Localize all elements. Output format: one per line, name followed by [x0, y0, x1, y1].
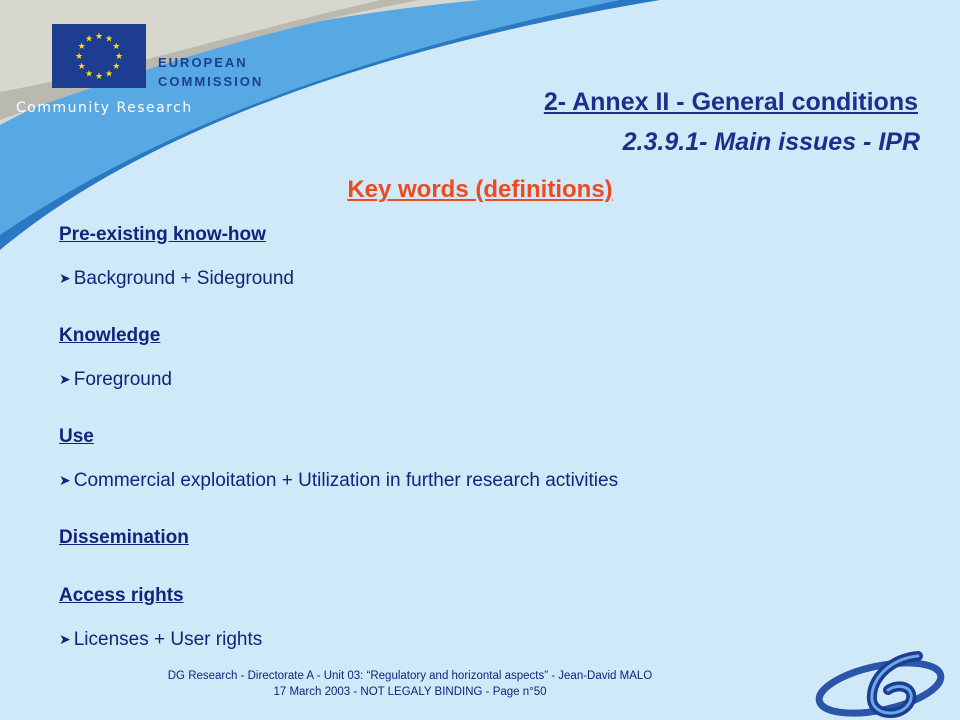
eu-commission-logo [158, 53, 263, 91]
eu-star-icon: ★ [112, 41, 121, 51]
eu-star-icon: ★ [74, 51, 84, 61]
bullet-item [59, 470, 618, 492]
eu-star-icon: ★ [84, 33, 94, 44]
bullet-item [59, 268, 294, 290]
term-access-rights: Access rights [59, 585, 184, 606]
arrow-bullet-icon: ➤ [59, 371, 71, 387]
term-dissemination: Dissemination [59, 527, 189, 548]
eu-star-icon: ★ [94, 71, 104, 81]
eu-flag-icon [52, 24, 146, 88]
section-heading: Key words (definitions) [347, 176, 613, 203]
bullet-text: Foreground [73, 369, 172, 390]
arrow-bullet-icon: ➤ [59, 631, 71, 647]
eu-star-icon: ★ [112, 61, 121, 71]
org-line1: EUROPEAN [158, 55, 248, 70]
slide-title: 2- Annex II - General conditions [543, 88, 918, 116]
bullet-item [59, 629, 262, 651]
eu-star-icon: ★ [114, 51, 124, 61]
eu-star-icon: ★ [104, 33, 114, 44]
bullet-text: Background + Sideground [73, 268, 294, 289]
footer [0, 668, 820, 700]
program-label: Community Research [16, 100, 193, 116]
term-use: Use [59, 426, 94, 447]
term-pre-existing-know-how: Pre-existing know-how [59, 224, 266, 245]
footer-line2: 17 March 2003 - NOT LEGALY BINDING - Page n°50 [273, 686, 547, 698]
org-line2: COMMISSION [158, 74, 264, 89]
arrow-bullet-icon: ➤ [59, 270, 71, 286]
eu-star-icon: ★ [84, 68, 94, 79]
eu-star-icon: ★ [94, 31, 104, 41]
slide-subtitle: 2.3.9.1- Main issues - IPR [622, 128, 920, 156]
term-knowledge: Knowledge [59, 325, 161, 346]
bullet-item [59, 369, 172, 391]
bullet-text: Licenses + User rights [73, 629, 263, 650]
bullet-text: Commercial exploitation + Utilization in further research activities [73, 470, 619, 491]
arrow-bullet-icon: ➤ [59, 472, 71, 488]
footer-line1: DG Research - Directorate A - Unit 03: “Regulatory and horizontal aspects” - Jean-David MALO [167, 670, 653, 682]
eu-star-icon: ★ [104, 68, 114, 79]
fp6-logo-icon [810, 648, 960, 720]
eu-star-icon: ★ [77, 41, 86, 51]
eu-star-icon: ★ [77, 61, 86, 71]
